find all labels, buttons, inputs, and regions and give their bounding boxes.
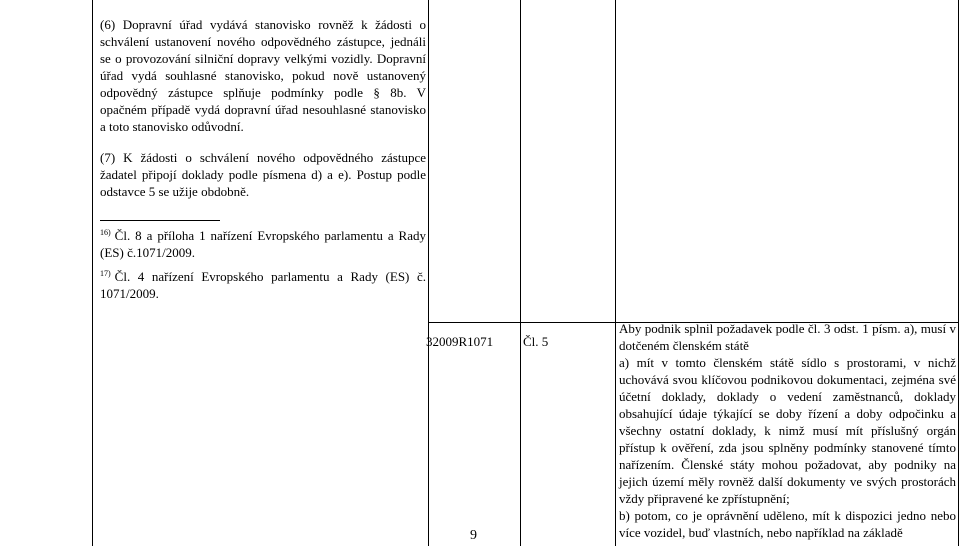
eu-point-b: b) potom, co je oprávnění uděleno, mít k dispozici jedno nebo více vozidel, buď vlastních, nebo například na základě [619, 508, 956, 540]
table-border-left [92, 0, 93, 546]
eu-point-a: a) mít v tomto členském státě sídlo s prostorami, v nichž uchovává svou klíčovou podnikovou dokumentaci, zejména své účetní doklady, doklady o vedení zaměstnanců, doklady obsahující údaje týkající se doby řízení a doby odpočinku a všechny ostatní doklady, k nimž musí mít příslušný orgán přístup k ověření, zda jsou splněny podmínky stanovené tímto nařízením. Členské státy mohou požadovat, aby podniky na jejich území měly rovněž další dokumenty ve svých prostorách vždy připravené ke zpřístupnění; [619, 355, 956, 506]
footnote-16 [100, 227, 426, 261]
table-border-col1 [428, 0, 429, 546]
footnote-17-text: Čl. 4 nařízení Evropského parlamentu a Rady (ES) č. 1071/2009. [100, 269, 426, 301]
eu-regulation-text-cell [619, 320, 956, 541]
footnote-16-text: Čl. 8 a příloha 1 nařízení Evropského parlamentu a Rady (ES) č.1071/2009. [100, 228, 426, 260]
eu-intro: Aby podnik splnil požadavek podle čl. 3 odst. 1 písm. a), musí v dotčeném členském státě [619, 321, 956, 353]
paragraph-7: (7) K žádosti o schválení nového odpovědného zástupce žadatel připojí doklady podle písmena d) a e). Postup podle odstavce 5 se užije obdobně. [100, 150, 426, 199]
czech-law-text-cell [100, 16, 426, 302]
eu-article-reference: Čl. 5 [523, 334, 549, 349]
table-border-col3 [615, 0, 616, 546]
footnote-16-mark: 16) [100, 227, 111, 237]
celex-number: 32009R1071 [426, 334, 494, 349]
table-border-col2 [520, 0, 521, 546]
footnote-separator [100, 220, 220, 221]
footnote-17 [100, 268, 426, 302]
page-number: 9 [470, 528, 477, 543]
footnote-17-mark: 17) [100, 268, 111, 278]
paragraph-6: (6) Dopravní úřad vydává stanovisko rovněž k žádosti o schválení ustanovení nového odpovědného zástupce, jednáli se o provozování silniční dopravy velkými vozidly. Dopravní úřad vydá souhlasné stanovisko, pokud nově ustanovený odpovědný zástupce splňuje podmínky podle § 8b. V opačném případě vydá dopravní úřad nesouhlasné stanovisko a toto stanovisko odůvodní. [100, 17, 426, 134]
